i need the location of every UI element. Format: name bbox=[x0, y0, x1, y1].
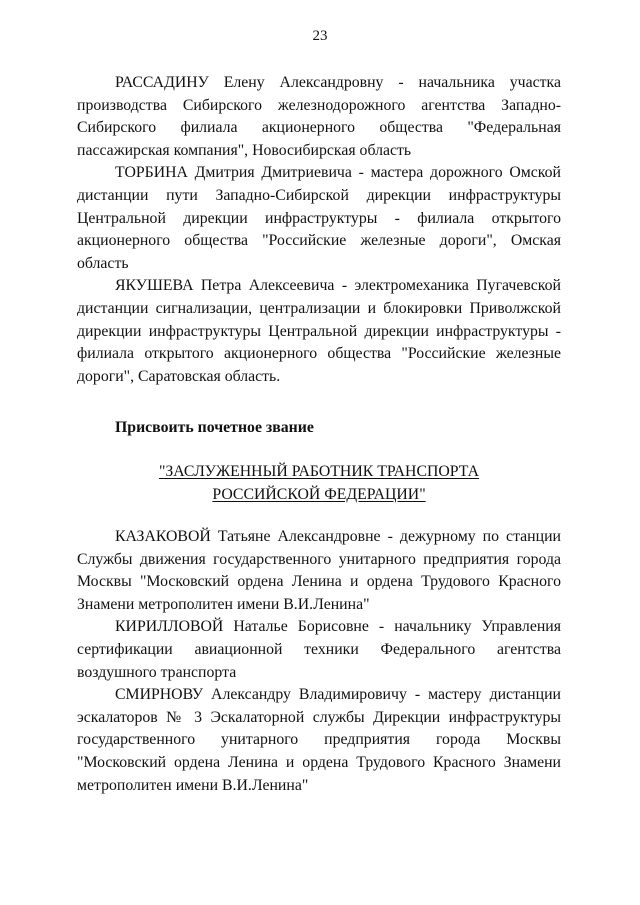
award-entry: КАЗАКОВОЙ Татьяне Александровне - дежурному по станции Службы движения государственного унитарного предприятия города Москвы "Московский ордена Ленина и ордена Трудового Красного Знамени метрополитен имени В.И.Ленина" bbox=[77, 528, 561, 613]
award-list-1 bbox=[77, 72, 561, 388]
honorary-title-line-1: "ЗАСЛУЖЕННЫЙ РАБОТНИК ТРАНСПОРТА bbox=[158, 463, 480, 480]
honorary-title-line-2: РОССИЙСКОЙ ФЕДЕРАЦИИ" bbox=[212, 485, 426, 503]
award-entry: ТОРБИНА Дмитрия Дмитриевича - мастера дорожного Омской дистанции пути Западно-Сибирской дирекции инфраструктуры Центральной дирекции инфраструктуры - филиала открытого акционерного общества "Российские железные дороги", Омская область bbox=[77, 164, 561, 272]
section-heading: Присвоить почетное звание bbox=[115, 419, 314, 436]
award-list-2 bbox=[77, 526, 561, 797]
award-entry: ЯКУШЕВА Петра Алексеевича - электромеханика Пугачевской дистанции сигнализации, централизации и блокировки Приволжской дирекции инфраструктуры Центральной дирекции инфраструктуры - филиала открытого акционерного общества "Российские железные дороги", Саратовская область. bbox=[77, 277, 561, 385]
award-entry: РАССАДИНУ Елену Александровну - начальника участка производства Сибирского железнодорожного агентства Западно-Сибирского филиала акционерного общества "Федеральная пассажирская компания", Новосибирская область bbox=[77, 74, 561, 159]
award-entry: КИРИЛЛОВОЙ Наталье Борисовне - начальнику Управления сертификации авиационной техники Федерального агентства воздушного транспорта bbox=[77, 618, 561, 681]
award-entry: СМИРНОВУ Александру Владимировичу - мастеру дистанции эскалаторов № 3 Эскалаторной службы Дирекции инфраструктуры государственного унитарного предприятия города Москвы "Московский ордена Ленина и ордена Трудового Красного Знамени метрополитен имени В.И.Ленина" bbox=[77, 686, 561, 794]
honorary-title bbox=[77, 461, 561, 506]
page-number: 23 bbox=[312, 28, 328, 44]
